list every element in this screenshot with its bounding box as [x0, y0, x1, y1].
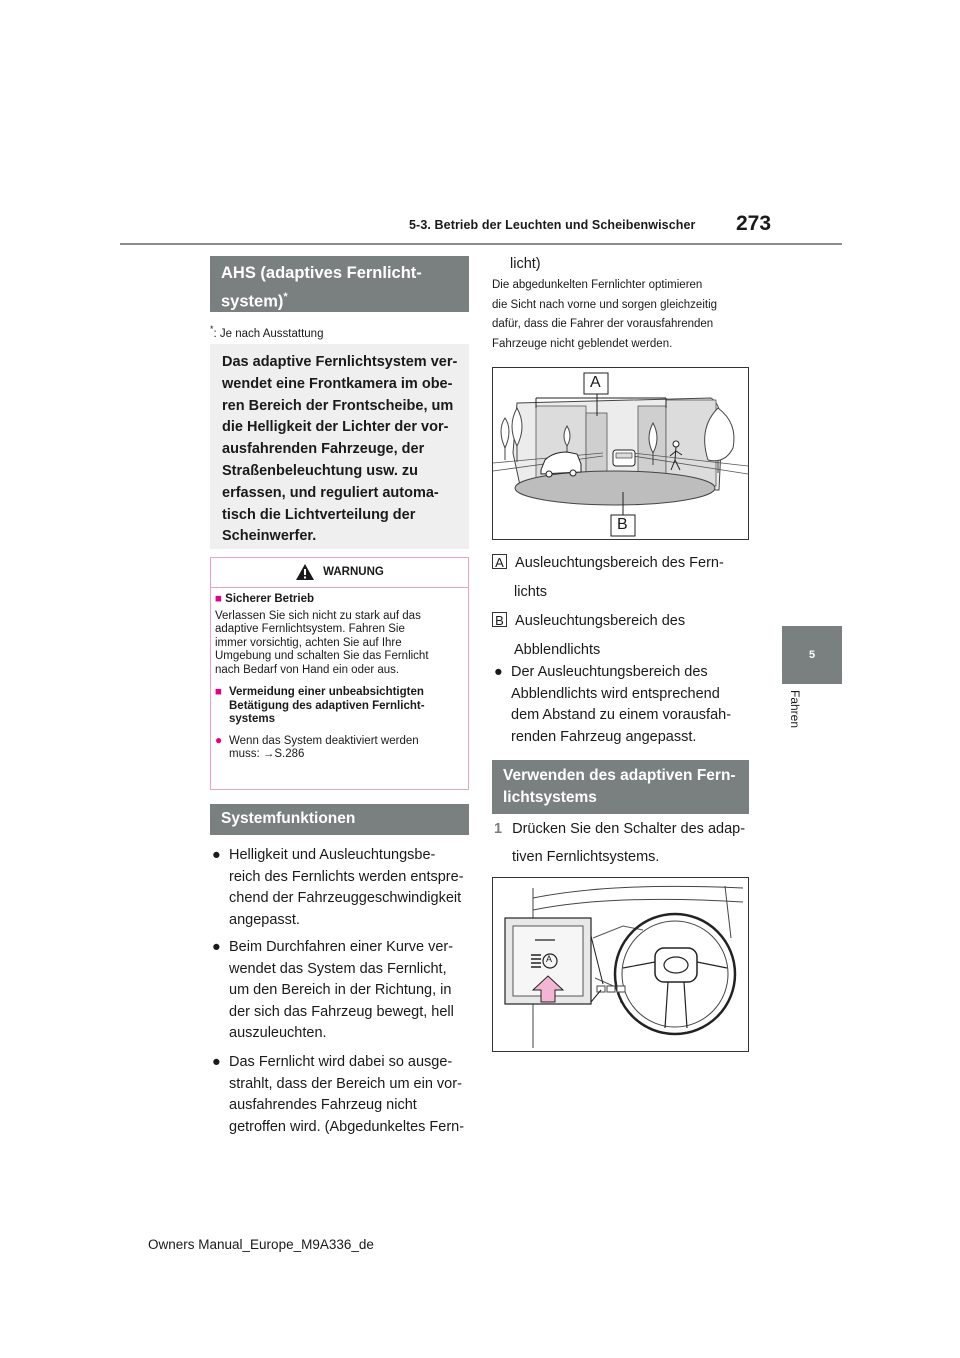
warning-item1-heading: Sicherer Betrieb	[225, 593, 315, 605]
legend-a-box: A	[492, 554, 507, 569]
bullet-dot: ●	[212, 939, 221, 955]
continuation-text: licht)	[510, 256, 541, 272]
warning-title: WARNUNG	[323, 566, 384, 578]
legend-b-line2: Abblendlichts	[514, 642, 601, 658]
use-title-line2: lichtsystems	[503, 789, 597, 806]
ahs-title-line1: AHS (adaptives Fernlicht-	[221, 264, 422, 282]
footnote-asterisk: *	[210, 324, 214, 334]
warning-item1-line: immer vorsichtig, achten Sie auf Ihre	[215, 636, 402, 649]
warning-item2-sub-line: muss: →S.286	[229, 748, 305, 760]
paragraph-line: Fahrzeuge nicht geblendet werden.	[492, 337, 673, 350]
paragraph-line: Die abgedunkelten Fernlichter optimieren	[492, 279, 703, 291]
warning-item1-line: Umgebung und schalten Sie das Fernlicht	[215, 650, 429, 662]
function-bullet	[212, 845, 472, 935]
chapter-tab[interactable]: 5	[782, 626, 842, 684]
chapter-tab-label: Fahren	[788, 690, 802, 729]
use-title-line1: Verwenden des adaptiven Fern-	[503, 767, 736, 784]
function-bullet	[212, 1052, 472, 1142]
running-header-title: 5-3. Betrieb der Leuchten und Scheibenwischer	[409, 218, 696, 232]
paragraph-line: die Sicht nach vorne und sorgen gleichzeitig	[492, 298, 718, 311]
legend-b-line1: Ausleuchtungsbereich des	[515, 613, 686, 629]
step-1	[494, 819, 756, 868]
bullet-line: chend der Fahrzeuggeschwindigkeit	[229, 890, 462, 906]
steering-wheel-illustration	[493, 878, 748, 1051]
intro-line: Scheinwerfer.	[222, 528, 317, 545]
bullet-line: angepasst.	[229, 911, 300, 928]
bullet-line: dem Abstand zu einem vorausfah-	[511, 707, 732, 723]
step-number: 1	[494, 821, 503, 837]
bullet-line: renden Fahrzeug angepasst.	[511, 728, 697, 745]
figure-label-a: A	[590, 374, 601, 391]
bullet-line: Abblendlichts wird entsprechend	[511, 685, 720, 702]
explanation-paragraph	[492, 276, 717, 354]
legend-a-line2: lichts	[514, 584, 548, 600]
warning-title-bar	[211, 558, 468, 586]
legend-item-a	[492, 553, 762, 603]
warning-triangle-icon	[295, 563, 315, 581]
bullet-line: strahlt, dass der Bereich um ein vor-	[229, 1075, 462, 1092]
bullet-line: um den Bereich in der Richtung, in	[229, 982, 452, 998]
intro-line: tisch die Lichtverteilung der	[222, 506, 416, 523]
step-line1: Drücken Sie den Schalter des adap-	[512, 821, 746, 837]
warning-item1-line: nach Bedarf von Hand ein oder aus.	[215, 663, 400, 676]
ahs-intro-box	[210, 344, 469, 549]
bullet-line: auszuleuchten.	[229, 1025, 327, 1041]
legend-a-line1: Ausleuchtungsbereich des Fern-	[515, 555, 724, 571]
warning-item2-heading-line: systems	[229, 713, 276, 725]
ahs-title-line2: system)	[221, 292, 284, 311]
warning-item2-heading-line: Betätigung des adaptiven Fernlicht-	[229, 699, 425, 712]
bullet-line: der sich das Fahrzeug bewegt, hell	[229, 1003, 454, 1020]
footer-manual-id: Owners Manual_Europe_M9A336_de	[148, 1237, 374, 1252]
ahs-footnote	[210, 324, 323, 340]
page-number: 273	[736, 212, 772, 235]
bullet-line: Das Fernlicht wird dabei so ausge-	[229, 1054, 453, 1070]
function-bullet	[212, 937, 472, 1047]
footnote-text: : Je nach Ausstattung	[213, 327, 324, 340]
bullet-line: ausfahrendes Fahrzeug nicht	[229, 1097, 417, 1113]
switch-location-figure	[492, 877, 749, 1052]
intro-line: die Helligkeit der Lichter der vor-	[222, 419, 449, 436]
bullet-dot: ●	[212, 1054, 221, 1070]
bullet-line: getroffen wird. (Abgedunkeltes Fern-	[229, 1118, 465, 1135]
intro-line: Das adaptive Fernlichtsystem ver-	[222, 354, 458, 370]
warning-box	[210, 557, 469, 790]
warning-item1-line: Verlassen Sie sich nicht zu stark auf das	[215, 609, 421, 622]
intro-line: ren Bereich der Frontscheibe, um	[222, 397, 454, 414]
switch-a-letter: A	[546, 954, 553, 964]
circle-bullet-icon: ●	[215, 732, 223, 747]
intro-line: ausfahrenden Fahrzeuge, der	[222, 441, 425, 458]
ahs-title-asterisk: *	[283, 291, 288, 303]
square-bullet-icon: ■	[215, 593, 222, 605]
step-line2: tiven Fernlichtsystems.	[512, 849, 660, 865]
intro-line: wendet eine Frontkamera im obe-	[222, 375, 453, 392]
intro-line: erfassen, und reguliert automa-	[222, 484, 439, 501]
road-scene-illustration	[493, 368, 748, 539]
figure-label-b: B	[617, 516, 628, 533]
functions-section-header: Systemfunktionen	[210, 804, 469, 835]
warning-item1-line: adaptive Fernlichtsystem. Fahren Sie	[215, 623, 405, 635]
bullet-dot: ●	[212, 847, 221, 863]
legend-b-box: B	[492, 612, 507, 627]
use-section-header	[492, 760, 749, 814]
ahs-section-header	[210, 256, 469, 312]
header-rule	[120, 243, 842, 245]
bullet-line: Helligkeit und Ausleuchtungsbe-	[229, 847, 436, 863]
intro-line: Straßenbeleuchtung usw. zu	[222, 462, 419, 479]
bullet-line: wendet das System das Fernlicht,	[229, 960, 447, 977]
warning-item2-heading-line: Vermeidung einer unbeabsichtigten	[229, 686, 424, 698]
warning-divider	[211, 587, 468, 588]
illumination-area-figure	[492, 367, 749, 540]
bullet-dot: ●	[494, 664, 503, 680]
warning-item2-sub-line: Wenn das System deaktiviert werden	[229, 734, 419, 747]
square-bullet-icon: ■	[215, 686, 222, 698]
bullet-line: reich des Fernlichts werden entspre-	[229, 868, 464, 885]
legend-item-b	[492, 611, 762, 661]
paragraph-line: dafür, dass die Fahrer der vorausfahrenden	[492, 318, 714, 330]
bullet-line: Beim Durchfahren einer Kurve ver-	[229, 939, 454, 955]
low-beam-bullet	[494, 662, 754, 752]
bullet-line: Der Ausleuchtungsbereich des	[511, 664, 708, 680]
